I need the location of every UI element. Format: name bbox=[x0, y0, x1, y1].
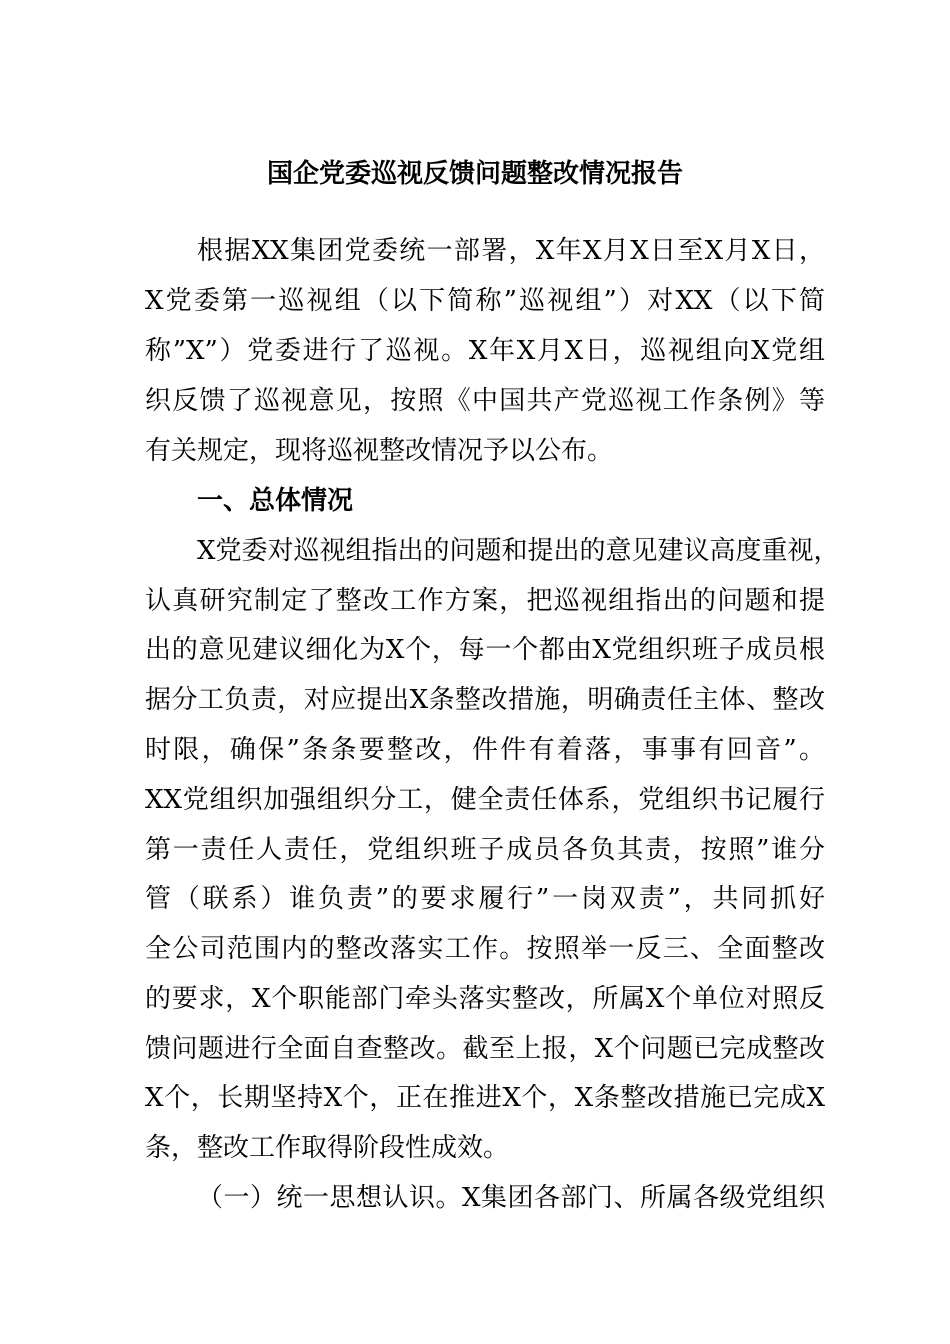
paragraph-line: 根据XX集团党委统一部署，X年X月X日至X月X日， bbox=[197, 236, 825, 266]
paragraph-line: X党委对巡视组指出的问题和提出的意见建议高度重视， bbox=[197, 536, 840, 566]
subsection-line: （一）统一思想认识。X集团各部门、所属各级党组织 bbox=[197, 1183, 825, 1213]
paragraph-line: 据分工负责，对应提出X条整改措施，明确责任主体、整改 bbox=[145, 685, 825, 715]
paragraph-line: 时限，确保”条条要整改，件件有着落，事事有回音”。 bbox=[145, 735, 825, 765]
paragraph-line: 的要求，X个职能部门牵头落实整改，所属X个单位对照反 bbox=[145, 984, 825, 1014]
paragraph-line: 认真研究制定了整改工作方案，把巡视组指出的问题和提 bbox=[145, 586, 825, 616]
paragraph-line: X党委第一巡视组（以下简称”巡视组”）对XX（以下简 bbox=[145, 286, 825, 316]
paragraph-line: 有关规定，现将巡视整改情况予以公布。 bbox=[145, 436, 614, 466]
document-title: 国企党委巡视反馈问题整改情况报告 bbox=[266, 159, 683, 189]
paragraph-line: 出的意见建议细化为X个，每一个都由X党组织班子成员根 bbox=[145, 635, 825, 665]
paragraph-line: 馈问题进行全面自查整改。截至上报，X个问题已完成整改 bbox=[145, 1034, 825, 1064]
paragraph-line: 条，整改工作取得阶段性成效。 bbox=[145, 1133, 510, 1163]
paragraph-line: XX党组织加强组织分工，健全责任体系，党组织书记履行 bbox=[145, 785, 825, 815]
section-heading: 一、总体情况 bbox=[197, 486, 354, 516]
paragraph-line: 称”X”）党委进行了巡视。X年X月X日，巡视组向X党组 bbox=[145, 336, 825, 366]
paragraph-line: X个，长期坚持X个，正在推进X个，X条整改措施已完成X bbox=[145, 1083, 825, 1113]
paragraph-line: 织反馈了巡视意见，按照《中国共产党巡视工作条例》等 bbox=[145, 386, 825, 416]
paragraph-line: 全公司范围内的整改落实工作。按照举一反三、全面整改 bbox=[145, 934, 825, 964]
paragraph-line: 管（联系）谁负责”的要求履行”一岗双责”，共同抓好 bbox=[145, 884, 825, 914]
paragraph-line: 第一责任人责任，党组织班子成员各负其责，按照”谁分 bbox=[145, 835, 825, 865]
